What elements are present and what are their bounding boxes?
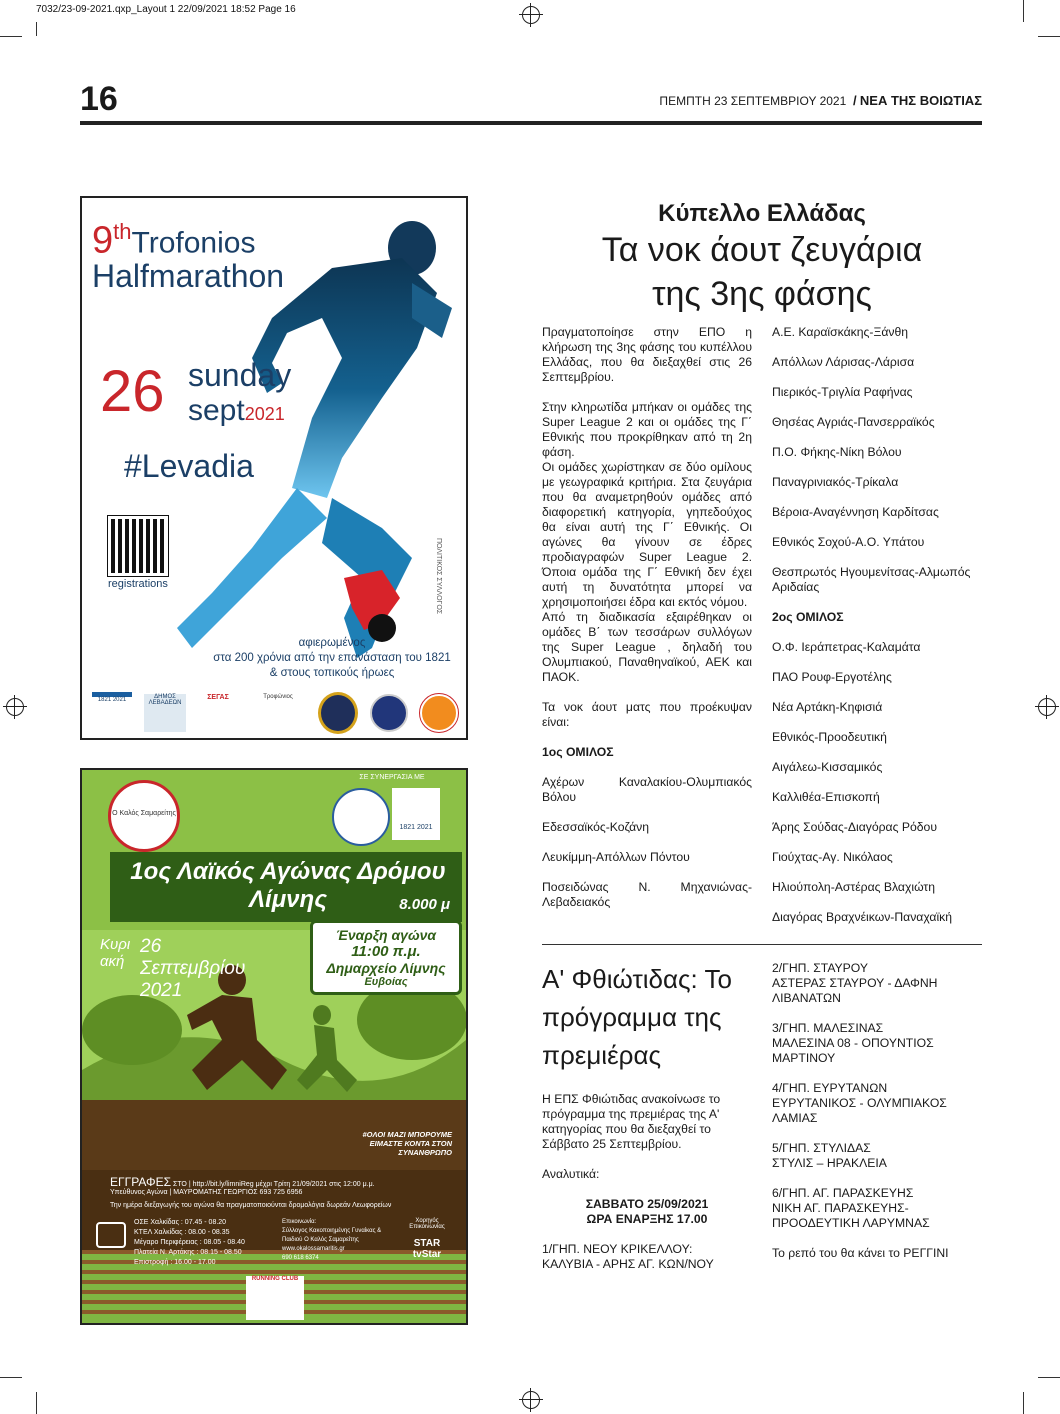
qr-code[interactable] <box>108 516 168 576</box>
fixture: Π.Ο. Φήκης-Νίκη Βόλου <box>772 445 902 459</box>
paragraph: Τα νοκ άουτ ματς που προέκυψαν είναι: <box>542 700 752 729</box>
article-column-2 <box>772 325 982 940</box>
side-credit: ΠΟΛΙΤΙΚΟΣ ΣΥΛΛΟΓΟΣ <box>435 538 442 615</box>
race-month: sept <box>188 394 245 427</box>
dedication-line-3: & στους τοπικούς ήρωες <box>269 667 395 679</box>
fixture: Άρης Σούδας-Διαγόρας Ρόδου <box>772 820 937 834</box>
dedication-line-2: στα 200 χρόνια από την επανάσταση του 1821 <box>213 652 451 664</box>
registration-label: ΕΓΓΡΑΦΕΣ <box>110 1175 171 1189</box>
match: 2/ΓΗΠ. ΣΤΑΥΡΟΥ ΑΣΤΕΡΑΣ ΣΤΑΥΡΟΥ - ΔΑΦΝΗ ΛΙΒΑΝΑΤΩΝ <box>772 961 938 1005</box>
logo-segas: ΣΕΓΑΣ <box>207 694 229 701</box>
crop-mark <box>1038 1377 1060 1378</box>
bus-schedule <box>134 1218 272 1268</box>
contact-info <box>282 1218 392 1263</box>
bus-line: ΚΤΕΛ Χαλκίδας : 08.00 - 08.35 <box>134 1229 230 1236</box>
crop-mark <box>1038 36 1060 37</box>
article-column-1 <box>542 325 752 925</box>
bus-line: Επιστροφή : 16.00 - 17.00 <box>134 1259 216 1266</box>
fixture: Ο.Φ. Ιεράπετρας-Καλαμάτα <box>772 640 921 654</box>
event-name: Trofonios <box>131 226 256 260</box>
fixture: Απόλλων Λάρισας-Λάρισα <box>772 355 915 369</box>
kickoff-time: ΩΡΑ ΕΝΑΡΞΗΣ 17.00 <box>586 1212 708 1226</box>
registration-mark-right <box>1038 698 1056 716</box>
race-weekday: Κυριακή <box>100 936 131 970</box>
fixture: Διαγόρας Βραχνέικων-Παναχαϊκή <box>772 910 953 924</box>
race-distance: 8.000 μ <box>399 896 450 913</box>
crop-mark <box>1023 0 1024 22</box>
header-rule <box>80 121 982 125</box>
fixture: ΠΑΟ Ρουφ-Εργοτέλης <box>772 670 892 684</box>
fixture: Πιερικός-Τριγλία Ραφήνας <box>772 385 913 399</box>
logo-police <box>370 694 408 732</box>
fixture: Ποσειδώνας Ν. Μηχανιώνας-Λεβαδειακός <box>542 880 752 909</box>
fixture: Α.Ε. Καραϊσκάκης-Ξάνθη <box>772 325 909 339</box>
paragraph: Πραγματοποίησε στην ΕΠΟ η κλήρωση της 3ης φάσης του κυπέλλου Ελλάδας, που θα διεξαχθεί στις 26 Σεπτεμβρίου. <box>542 325 752 384</box>
slogan <box>332 1130 452 1157</box>
dateline <box>659 93 982 108</box>
paragraph: Η ΕΠΣ Φθιώτιδας ανακοίνωσε το πρόγραμμα της πρεμιέρας της Α' κατηγορίας που θα διεξαχθεί το Σάββατο 25 Σεπτεμβρίου. <box>542 1092 721 1151</box>
article-2-column-1 <box>542 1092 752 1287</box>
logo-rescue <box>420 694 458 732</box>
contact-label: Επικοινωνία: <box>282 1219 317 1225</box>
logo-1821-2021: 1821 2021 <box>92 692 132 735</box>
race-day-number: 26 <box>100 359 165 424</box>
crop-mark <box>36 1392 37 1414</box>
sponsor-star: STAR <box>413 1238 441 1249</box>
group-1-label: 1ος ΟΜΙΛΟΣ <box>542 745 614 759</box>
fixture: Βέροια-Αναγέννηση Καρδίτσας <box>772 505 939 519</box>
detail-label: Αναλυτικά: <box>542 1167 600 1181</box>
fixture: Αιγάλεω-Κισσαμικός <box>772 760 883 774</box>
match: 4/ΓΗΠ. ΕΥΡΥΤΑΝΩΝ ΕΥΡΥΤΑΝΙΚΟΣ - ΟΛΥΜΠΙΑΚΟΣ ΛΑΜΙΑΣ <box>772 1081 947 1125</box>
crop-mark <box>0 1377 22 1378</box>
partner-label: ΣΕ ΣΥΝΕΡΓΑΣΙΑ ΜΕ <box>359 774 425 781</box>
fixture: Ηλιούπολη-Αστέρας Βλαχιώτη <box>772 880 936 894</box>
start-heading: Έναρξη αγώνα <box>335 927 437 943</box>
start-region: Ευβοίας <box>364 976 408 988</box>
fixture: Θησέας Αγριάς-Πανσερραϊκός <box>772 415 935 429</box>
article-2-column-2 <box>772 961 982 1276</box>
fixture: Αχέρων Καναλακίου-Ολυμπιακός Βόλου <box>542 775 752 804</box>
title-line-2: Halfmarathon <box>92 258 285 294</box>
race-year: 2021 <box>244 404 285 424</box>
municipality-seal <box>332 788 390 846</box>
dateline-separator: / <box>852 93 857 108</box>
hashtag: #Levadia <box>124 448 254 484</box>
media-sponsor <box>400 1218 454 1260</box>
article-divider <box>542 944 982 945</box>
bus-line: ΟΣΕ Χαλκίδας : 07.45 - 08.20 <box>134 1219 227 1226</box>
paragraph: Στην κληρωτίδα μπήκαν οι ομάδες της Super League 2 και οι ομάδες της Γ΄ Εθνικής που προκρίθηκαν από τη 2η φάση. Οι ομάδες χωρίστηκαν σε δύο ομίλους με γεωγραφικά κριτήρια. Στα ζευγάρια που θα αναμετρηθούν ομάδες από διαφορετική κατηγορία, γηπεδούχος θα είναι αυτή της Γ΄ Εθνικής. Οι αγώνες θα γίνουν σε έδρες προδιαγραφών Super League 2. Όποια ομάδα της Γ΄ Εθνική δεν έχει αυτή τη δυνατότητα μπορεί να χρησιμοποιήσει έδρα και εκτός νόμου. Από τη διαδικασία εξαιρέθηκαν οι ομάδες Β΄ των τεσσάρων συλλόγων της Super League , δηλαδή του Ολυμπιακού, Παναθηναϊκού, ΑΕΚ και ΠΑΟΚ. <box>542 400 752 684</box>
contact-phone: 690 618 6374 <box>282 1255 319 1261</box>
match-date: ΣΑΒΒΑΤΟ 25/09/2021 <box>585 1197 709 1211</box>
fixture: Γιούχτας-Αγ. Νικόλαος <box>772 850 893 864</box>
crop-mark <box>36 22 37 36</box>
logo-shield <box>318 692 358 734</box>
registration-mark-bottom <box>522 1391 540 1409</box>
contact-website: www.okalossamaritis.gr <box>282 1246 345 1252</box>
race-title: 1ος Λαϊκός Αγώνας Δρόμου Λίμνης <box>130 858 446 913</box>
race-officer: Υπεύθυνος Αγώνα | ΜΑΥΡΟΜΑΤΗΣ ΓΕΩΡΓΙΟΣ 693 725 6956 <box>110 1189 303 1196</box>
start-venue: Δημαρχείο Λίμνης <box>326 960 446 976</box>
dedication-line-1: αφιερωμένος <box>298 637 366 649</box>
registration-mark-top <box>522 6 540 24</box>
edition-number: 9 <box>92 219 114 262</box>
bye-note: Το ρεπό του θα κάνει το ΡΕΓΓΙΝΙ <box>772 1246 949 1260</box>
headline-line-2: της 3ης φάσης <box>652 275 872 313</box>
headline-line-1: Τα νοκ άουτ ζευγάρια <box>601 231 923 269</box>
race-date: 26 Σεπτεμβρίου 2021 <box>140 936 246 1001</box>
match: 5/ΓΗΠ. ΣΤΥΛΙΔΑΣ ΣΤΥΛΙΣ – ΗΡΑΚΛΕΙΑ <box>772 1141 887 1170</box>
logo-trofonios: Τροφώνιος <box>263 694 293 700</box>
fixture: Θεσπρωτός Ηγουμενίτσας-Αλμωπός Αριδαίας <box>772 565 971 594</box>
slogan-line-2: ΕΙΜΑΣΤΕ ΚΟΝΤΑ ΣΤΟΝ ΣΥΝΑΝΘΡΩΠΟ <box>369 1139 452 1157</box>
race-day-name: sunday <box>188 357 292 393</box>
article-2-headline: Α' Φθιώτιδας: Το πρόγραμμα της πρεμιέρας <box>542 964 732 1070</box>
group-2-label: 2ος ΟΜΙΛΟΣ <box>772 610 844 624</box>
bus-note: Την ημέρα διεξαγωγής του αγώνα θα πραγματοποιούνται δρομολόγια δωρεάν Λεωφορείων <box>110 1202 392 1209</box>
article-headline <box>542 228 982 316</box>
registration-info <box>110 1175 450 1209</box>
match: 3/ΓΗΠ. ΜΑΛΕΣΙΝΑΣ ΜΑΛΕΣΙΝΑ 08 - ΟΠΟΥΝΤΙΟΣ ΜΑΡΤΙΝΟΥ <box>772 1021 934 1065</box>
title-line-1 <box>92 212 255 264</box>
sponsor-label: Χορηγός Επικοινωνίας <box>409 1218 445 1230</box>
dedication <box>192 636 468 681</box>
limni-road-race-poster <box>80 768 468 1325</box>
fixture: Εθνικός-Προοδευτική <box>772 730 887 744</box>
contact-org: Σύλλογος Κακοποιημένης Γυναίκας & Παιδιού Ο Καλός Σαμαρείτης <box>282 1228 382 1243</box>
fixture: Καλλιθέα-Επισκοπή <box>772 790 880 804</box>
match: 6/ΓΗΠ. ΑΓ. ΠΑΡΑΣΚΕΥΗΣ ΝΙΚΗ ΑΓ. ΠΑΡΑΣΚΕΥΗΣ-ΠΡΟΟΔΕΥΤΙΚΗ ΛΑΡΥΜΝΑΣ <box>772 1186 930 1230</box>
trofonios-halfmarathon-poster <box>80 196 468 740</box>
samaritan-badge: Ο Καλός Σαμαρείτης <box>108 780 180 852</box>
article-kicker: Κύπελλο Ελλάδας <box>658 200 866 227</box>
registration-mark-left <box>6 698 24 716</box>
print-slug: 7032/23-09-2021.qxp_Layout 1 22/09/2021 18:52 Page 16 <box>36 4 296 15</box>
start-info-box <box>310 920 462 995</box>
bus-line: Πλατεία Ν. Αρτάκης : 08.15 - 08.50 <box>134 1249 242 1256</box>
fixture: Παναγρινιακός-Τρίκαλα <box>772 475 899 489</box>
race-date <box>188 394 285 428</box>
fixture: Εθνικός Σοχού-Α.Ο. Υπάτου <box>772 535 925 549</box>
slogan-line-1: #ΟΛΟΙ ΜΑΖΙ ΜΠΟΡΟΥΜΕ <box>362 1130 452 1139</box>
issue-date: ΠΕΜΠΤΗ 23 ΣΕΠΤΕΜΒΡΙΟΥ 2021 <box>659 94 847 108</box>
logo-dimos-levadeon: ΔΗΜΟΣ ΛΕΒΑΔΕΩΝ <box>144 694 186 732</box>
edition-suffix: th <box>113 219 132 244</box>
registration-text: ΣΤΟ | http://bit.ly/limniReg μέχρι Τρίτη 21/09/2021 στις 12:00 μ.μ. <box>172 1181 375 1188</box>
match-day-info <box>542 1197 752 1227</box>
running-club-logo: RUNNING CLUB <box>246 1276 304 1320</box>
publication-name: ΝΕΑ ΤΗΣ ΒΟΙΩΤΙΑΣ <box>859 93 982 108</box>
fixture: Εδεσσαϊκός-Κοζάνη <box>542 820 650 834</box>
match: 1/ΓΗΠ. ΝΕΟΥ ΚΡΙΚΕΛΛΟΥ: ΚΑΛΥΒΙΑ - ΑΡΗΣ ΑΓ. ΚΩΝ/ΝΟΥ <box>542 1242 714 1271</box>
start-time: 11:00 π.μ. <box>351 943 421 960</box>
page-number: 16 <box>80 80 118 118</box>
bus-icon <box>96 1222 126 1248</box>
sponsor-tvstar: tvStar <box>412 1249 442 1260</box>
sponsor-logo-row <box>92 692 458 734</box>
bus-line: Μέγαρο Περιφέρειας : 08.05 - 08.40 <box>134 1239 245 1246</box>
logo-1821-2021: 1821 2021 <box>392 788 440 840</box>
fixture: Νέα Αρτάκη-Κηφισιά <box>772 700 883 714</box>
crop-mark <box>1023 1392 1024 1414</box>
fixture: Λευκίμμη-Απόλλων Πόντου <box>542 850 690 864</box>
crop-mark <box>0 36 22 37</box>
registrations-label: registrations <box>108 578 168 590</box>
title-banner <box>110 852 462 922</box>
